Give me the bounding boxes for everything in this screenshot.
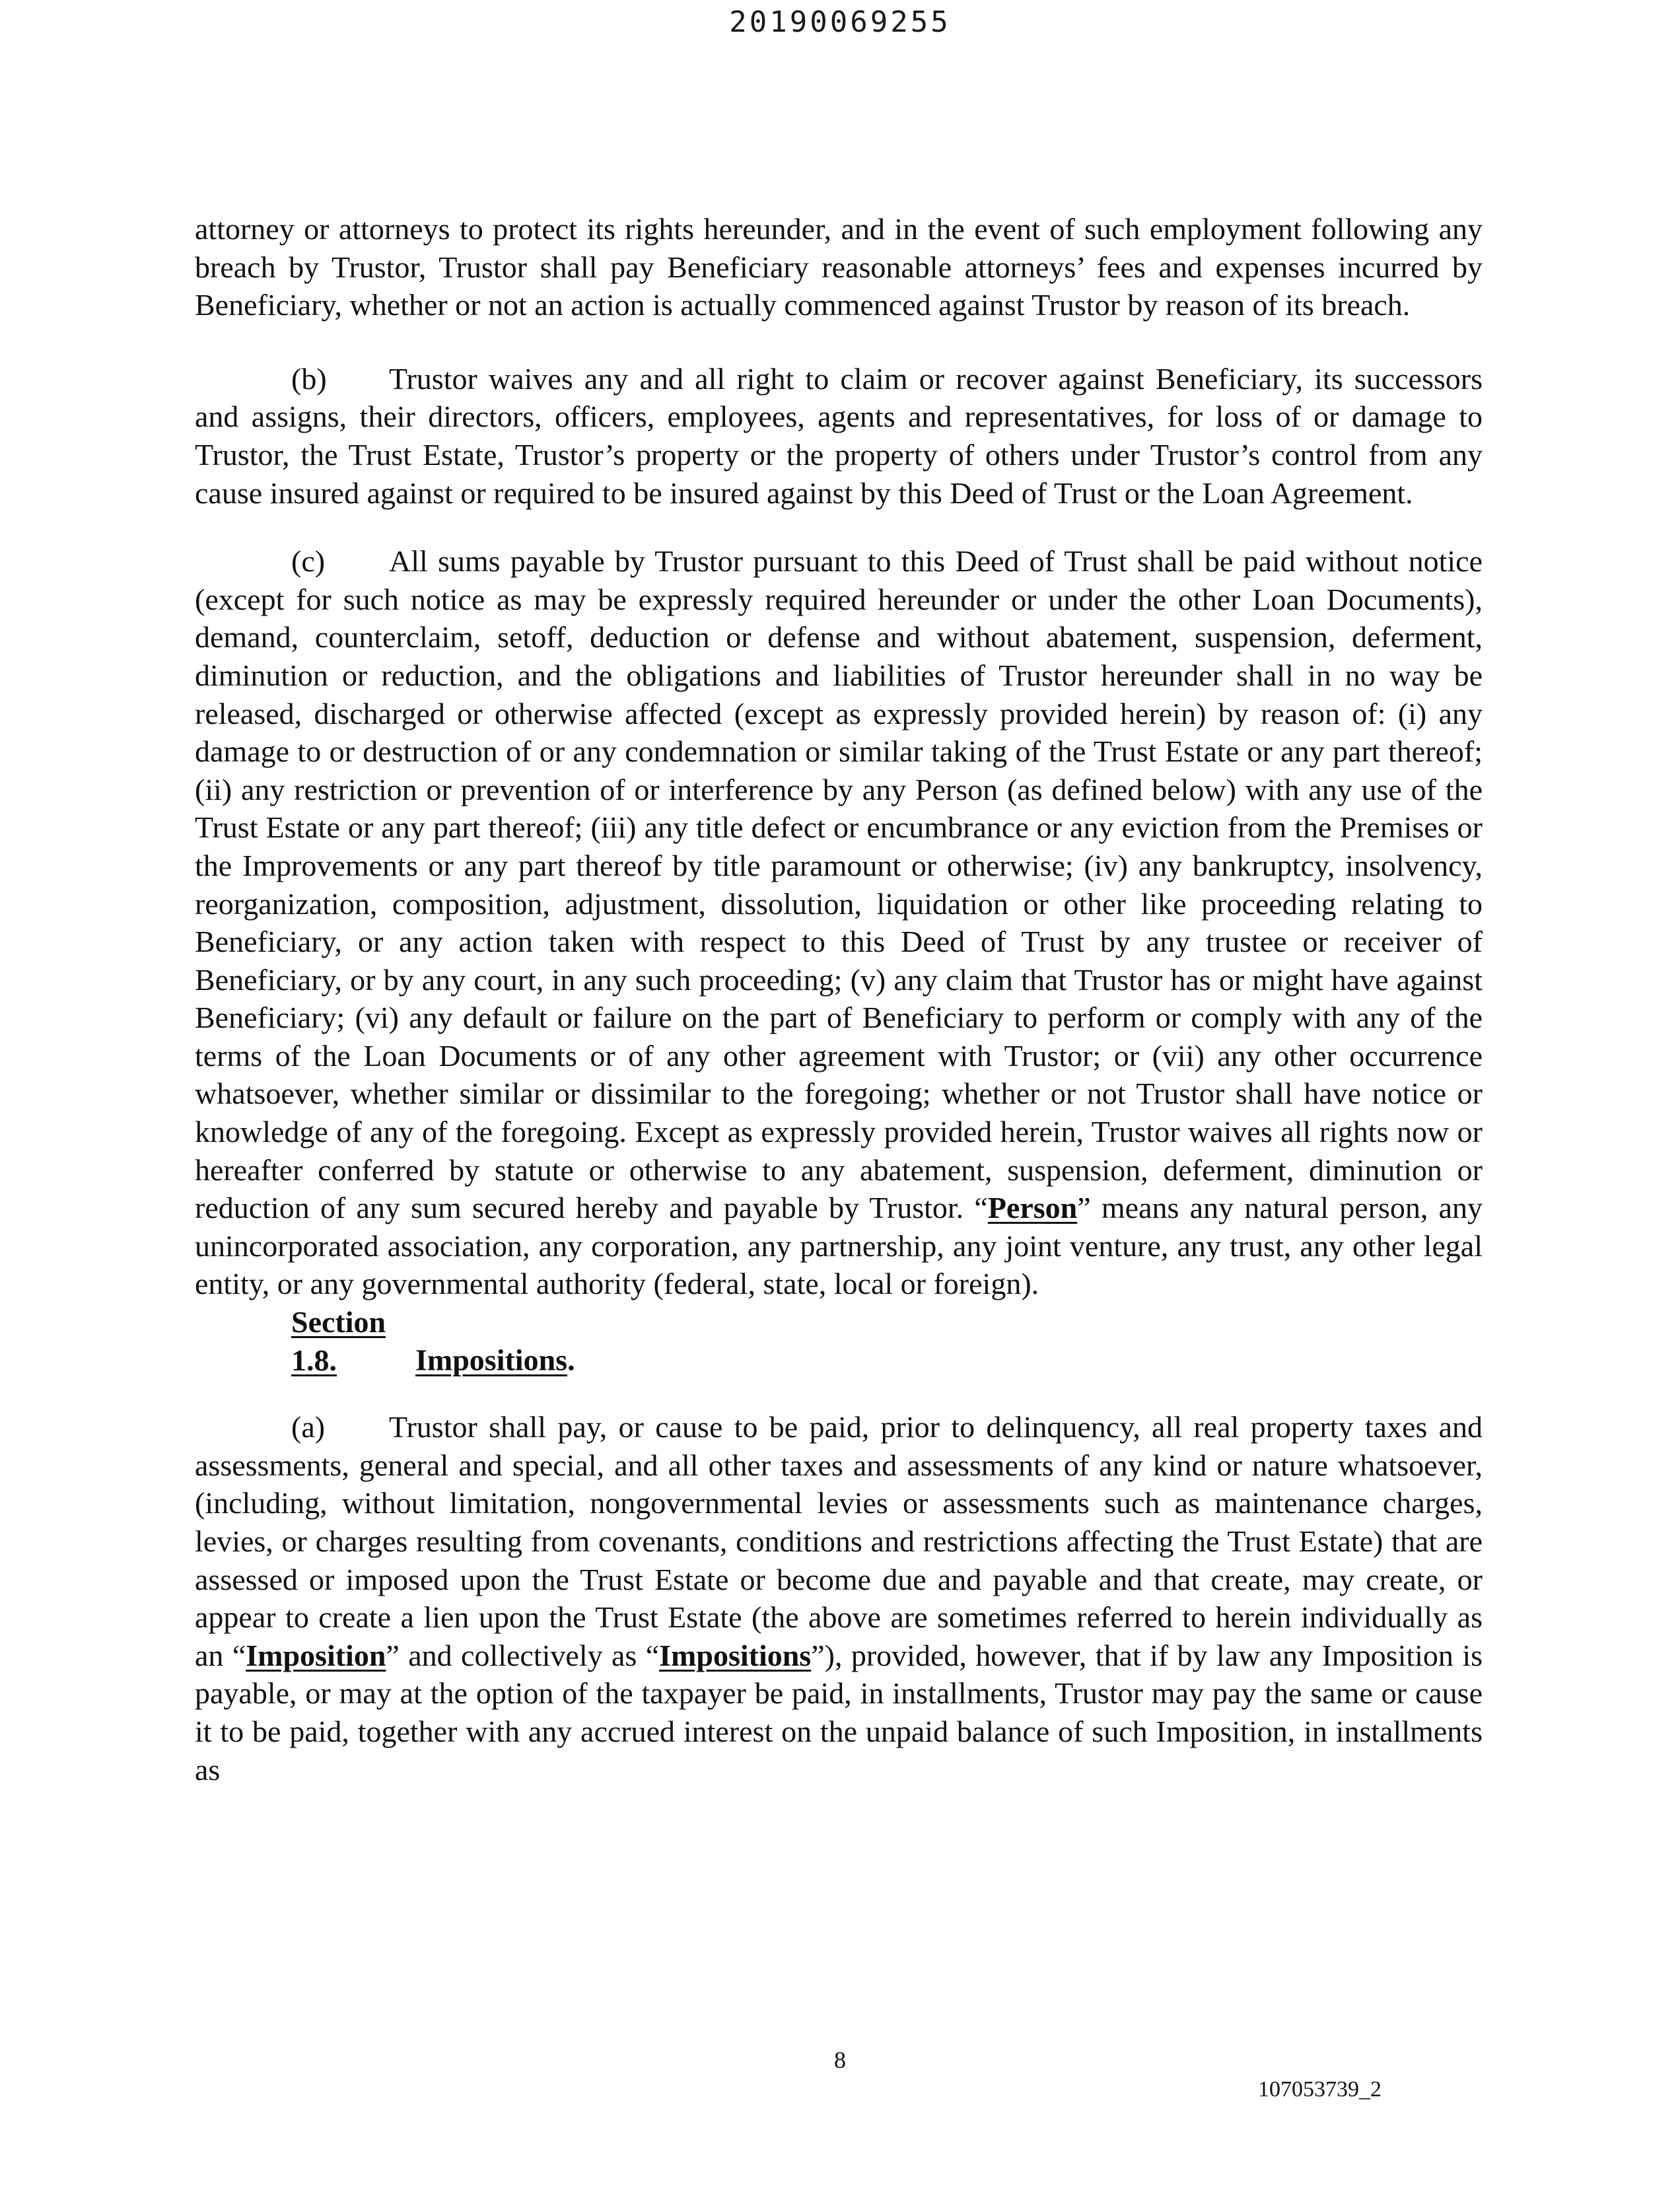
section-title-suffix: . xyxy=(567,1343,575,1377)
paragraph-a-text: Trustor shall pay, or cause to be paid, prior to delinquency, all real property taxes and assessments, general and special, and all other taxes and assessments of any kind or nature whatsoever, (including, without limitation, nongovernmental levies or assessments such as maintenance charges, levies, or charges resulting from covenants, conditions and restrictions affecting the Trust Estate) that are assessed or imposed upon the Trust Estate or become due and payable and that create, may create, or appear to create a lien upon the Trust Estate (the above are sometimes referred to herein individually as an “ xyxy=(195,1410,1483,1672)
paragraph-a-text-mid: ” and collectively as “ xyxy=(386,1638,660,1672)
section-title: Impositions xyxy=(415,1343,568,1377)
paragraph-b-label: (b) xyxy=(291,361,327,396)
defined-term-imposition: Imposition xyxy=(246,1638,386,1672)
section-heading xyxy=(195,1303,1483,1379)
paragraph-c xyxy=(195,542,1483,1303)
paragraph-b-text: Trustor waives any and all right to claim or recover against Beneficiary, its successors and assigns, their directors, officers, employees, agents and representatives, for loss of or damage to Trustor, the Trust Estate, Trustor’s property or the property of others under Trustor’s control from any cause insured against or required to be insured against by this Deed of Trust or the Loan Agreement. xyxy=(195,361,1483,510)
paragraph-c-text: All sums payable by Trustor pursuant to this Deed of Trust shall be paid without notice (except for such notice as may be expressly required hereunder or under the other Loan Documents), demand, counterclaim, setoff, deduction or defense and without abatement, suspension, deferment, diminution or reduction, and the obligations and liabilities of Trustor hereunder shall in no way be released, discharged or otherwise affected (except as expressly provided herein) by reason of: (i) any damage to or destruction of or any condemnation or similar taking of the Trust Estate or any part thereof; (ii) any restriction or prevention of or interference by any Person (as defined below) with any use of the Trust Estate or any part thereof; (iii) any title defect or encumbrance or any eviction from the Premises or the Improvements or any part thereof by title paramount or otherwise; (iv) any bankruptcy, insolvency, reorganization, composition, adjustment, dissolution, liquidation or other like proceeding relating to Beneficiary, or any action taken with respect to this Deed of Trust by any trustee or receiver of Beneficiary, or by any court, in any such proceeding; (v) any claim that Trustor has or might have against Beneficiary; (vi) any default or failure on the part of Beneficiary to perform or comply with any of the terms of the Loan Documents or of any other agreement with Trustor; or (vii) any other occurrence whatsoever, whether similar or dissimilar to the foregoing; whether or not Trustor shall have notice or knowledge of any of the foregoing. Except as expressly provided herein, Trustor waives all rights now or hereafter conferred by statute or otherwise to any abatement, suspension, deferment, diminution or reduction of any sum secured hereby and payable by Trustor. “ xyxy=(195,544,1483,1225)
continuation-paragraph: attorney or attorneys to protect its rights hereunder, and in the event of such employment following any breach by Trustor, Trustor shall pay Beneficiary reasonable attorneys’ fees and expenses incurred by Beneficiary, whether or not an action is actually commenced against Trustor by reason of its breach. xyxy=(195,212,1483,322)
defined-term-impositions: Impositions xyxy=(659,1638,812,1672)
paragraph-a-text-end: ”), provided, however, that if by law any Imposition is payable, or may at the option of the taxpayer be paid, in installments, Trustor may pay the same or cause it to be paid, together with any accrued interest on the unpaid balance of such Imposition, in installments as xyxy=(195,1638,1483,1787)
paragraph-a xyxy=(195,1408,1483,1789)
defined-term-person: Person xyxy=(987,1191,1078,1225)
page-number: 8 xyxy=(834,2047,846,2073)
paragraph-a-label: (a) xyxy=(291,1410,326,1444)
section-number: Section 1.8. xyxy=(291,1305,386,1377)
recording-number: 20190069255 xyxy=(729,5,951,39)
document-id: 107053739_2 xyxy=(1258,2077,1382,2102)
document-body xyxy=(195,210,1483,1789)
paragraph-c-label: (c) xyxy=(291,544,326,579)
paragraph-b xyxy=(195,360,1483,512)
paragraph-c-text-end: ” means any natural person, any unincorporated association, any corporation, any partnership, any joint venture, any trust, any other legal entity, or any governmental authority (federal, state, local or foreign). xyxy=(195,1191,1483,1301)
